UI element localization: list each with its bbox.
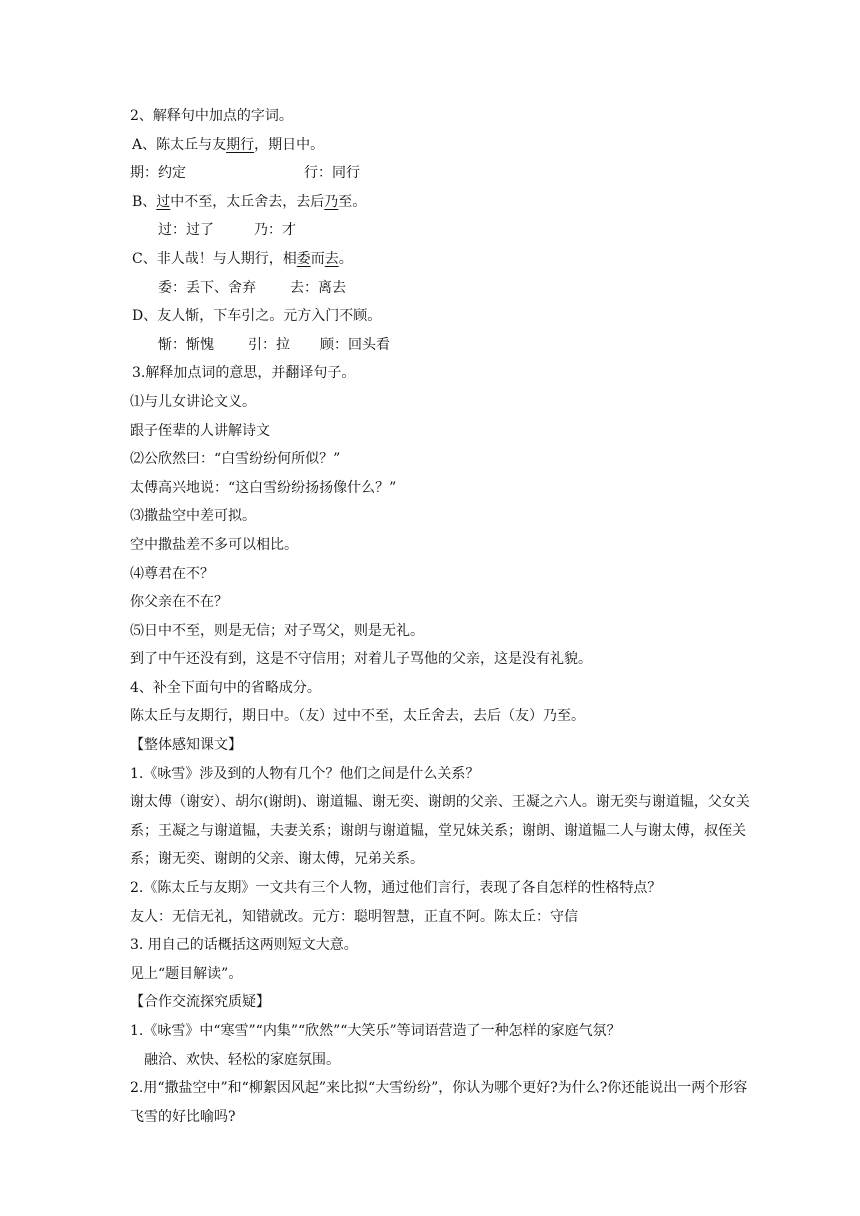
q4-title: 4、补全下面句中的省略成分。 — [130, 679, 321, 696]
q2-sentence-c — [130, 245, 760, 274]
section-overall-title: 【整体感知课文】 — [130, 737, 242, 754]
answer-text: 委：丢下、舍弃 — [158, 279, 256, 296]
q3-item-1-question: ⑴与儿女讲论文义。 — [130, 393, 256, 410]
dotted-word: 委 — [296, 250, 311, 267]
sentence-text: A、陈太丘与友 — [132, 136, 227, 153]
answer-text: 过：过了 — [158, 222, 214, 239]
q3-item-2-answer: 太傅高兴地说：“这白雪纷纷扬扬像什么？” — [130, 479, 397, 496]
dotted-word: 期行 — [226, 136, 255, 153]
q2-sentence-d: D、友人惭，下车引之。元方入门不顾。 — [132, 308, 382, 325]
q3-item-3-answer: 空中撒盐差不多可以相比。 — [130, 536, 298, 553]
answer-text: 顾：回头看 — [320, 336, 390, 353]
sentence-text: 而 — [310, 250, 325, 267]
answer-text: 去：离去 — [290, 279, 346, 296]
sentence-text: 。 — [338, 250, 353, 267]
sentence-text: 至。 — [338, 193, 367, 210]
section-overall-a1: 谢太傅（谢安）、胡尔(谢朗)、谢道韫、谢无奕、谢朗的父亲、王凝之六人。谢无奕与谢道韫，父女关系；王凝之与谢道韫，夫妻关系；谢朗与谢道韫，堂兄妹关系；谢朗、谢道韫二人与谢太傅，叔侄关系；谢无奕、谢朗的父亲、谢太傅，兄弟关系。 — [130, 794, 750, 868]
sentence-text: B、 — [132, 193, 157, 210]
answer-text: 引：拉 — [248, 336, 290, 353]
q2-title: 2、解释句中加点的字词。 — [130, 108, 293, 124]
section-overall-a2: 友人：无信无礼，知错就改。元方：聪明智慧，正直不阿。陈太丘：守信 — [130, 908, 578, 925]
sentence-text: C、非人哉！与人期行，相 — [132, 250, 297, 267]
q2-answer-d — [130, 331, 760, 360]
q3-item-1-answer: 跟子侄辈的人讲解诗文 — [130, 422, 270, 439]
q2-sentence-b — [130, 188, 760, 217]
q3-title: 3.解释加点词的意思，并翻译句子。 — [132, 365, 356, 382]
answer-text: 乃：才 — [254, 222, 296, 239]
dotted-word: 过 — [156, 193, 171, 210]
q2-answer-c — [130, 274, 760, 303]
q3-item-4-answer: 你父亲在不在？ — [130, 594, 228, 611]
section-overall-q3: 3. 用自己的话概括这两则短文大意。 — [130, 937, 358, 954]
q3-item-2-question: ⑵公欣然曰：“白雪纷纷何所似？” — [130, 451, 341, 468]
answer-text: 行：同行 — [304, 165, 360, 182]
section-discussion-a1: 融洽、欢快、轻松的家庭氛围。 — [144, 1051, 340, 1068]
sentence-text: ，期日中。 — [254, 136, 325, 153]
section-discussion-title: 【合作交流探究质疑】 — [130, 994, 270, 1011]
q3-item-3-question: ⑶撒盐空中差可拟。 — [130, 508, 256, 525]
section-overall-q2: 2.《陈太丘与友期》一文共有三个人物，通过他们言行，表现了各自怎样的性格特点？ — [130, 880, 662, 897]
dotted-word: 去 — [324, 250, 339, 267]
q2-answer-b — [130, 216, 760, 245]
section-overall-q1: 1.《咏雪》涉及到的人物有几个？他们之间是什么关系？ — [130, 765, 480, 782]
q3-item-4-question: ⑷尊君在不？ — [130, 565, 214, 582]
section-discussion-q1: 1.《咏雪》中“寒雪”“内集”“欣然”“大笑乐”等词语营造了一种怎样的家庭气氛？ — [130, 1023, 621, 1039]
q3-item-5-question: ⑸日中不至，则是无信；对子骂父，则是无礼。 — [130, 622, 424, 639]
q2-answer-a — [130, 159, 760, 188]
q2-sentence-a — [130, 131, 760, 160]
section-overall-a3: 见上“题目解读”。 — [130, 965, 243, 982]
answer-text: 惭：惭愧 — [158, 336, 214, 353]
sentence-text: 中不至，太丘舍去，去后 — [170, 193, 325, 210]
answer-text: 期：约定 — [130, 165, 186, 182]
section-discussion-q2: 2.用“撒盐空中”和“柳絮因风起”来比拟“大雪纷纷”，你认为哪个更好?为什么?你还能说出一两个形容飞雪的好比喻吗? — [130, 1080, 748, 1125]
q4-answer: 陈太丘与友期行，期日中。（友）过中不至，太丘舍去，去后（友）乃至。 — [130, 708, 585, 725]
q3-item-5-answer: 到了中午还没有到，这是不守信用；对着儿子骂他的父亲，这是没有礼貌。 — [130, 651, 592, 668]
dotted-word: 乃 — [324, 193, 339, 210]
